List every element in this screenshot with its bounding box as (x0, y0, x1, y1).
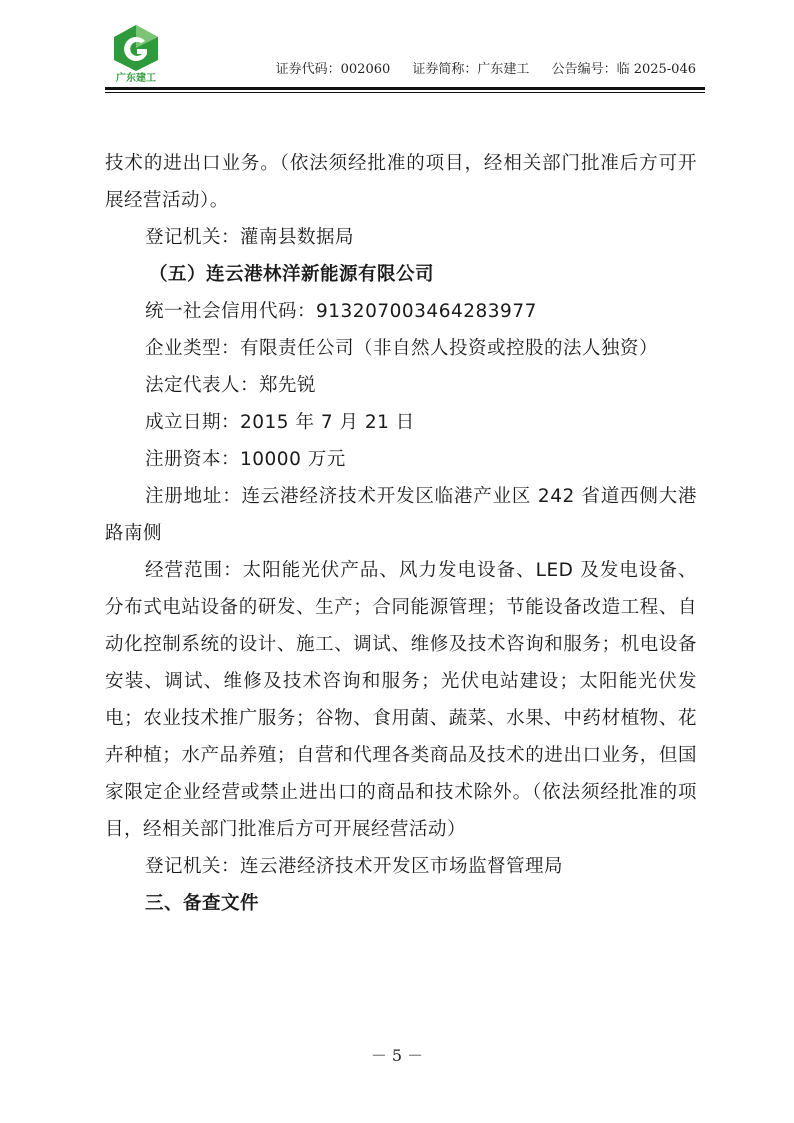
paragraph: 登记机关：灌南县数据局 (145, 227, 355, 248)
stock-code: 证券代码：002060 (275, 62, 391, 77)
header-rule-thin (105, 92, 705, 93)
stock-name: 证券简称：广东建工 (412, 62, 530, 77)
paragraph: 注册地址：连云港经济技术开发区临港产业区 242 省道西侧大港路南侧 (105, 486, 697, 544)
announcement-number: 公告编号：临 2025-046 (551, 62, 696, 77)
paragraph: 成立日期：2015 年 7 月 21 日 (145, 412, 415, 433)
page-number: － 5 － (370, 1046, 424, 1065)
paragraph: 企业类型：有限责任公司（非自然人投资或控股的法人独资） (145, 338, 659, 359)
header-rule-thick (105, 87, 705, 90)
paragraph: 统一社会信用代码：913207003464283977 (145, 301, 537, 322)
paragraph: 注册资本：10000 万元 (145, 449, 346, 470)
header-info (258, 58, 696, 77)
logo-g-icon (110, 24, 162, 72)
company-logo (110, 24, 162, 86)
paragraph: 技术的进出口业务。（依法须经批准的项目，经相关部门批准后方可开展经营活动）。 (105, 153, 697, 211)
section-heading: （五）连云港林洋新能源有限公司 (149, 264, 435, 285)
document-body (105, 145, 697, 922)
logo-text: 广东建工 (116, 73, 156, 84)
paragraph: 经营范围：太阳能光伏产品、风力发电设备、LED 及发电设备、分布式电站设备的研发、生产；合同能源管理；节能设备改造工程、自动化控制系统的设计、施工、调试、维修及技术咨询和服务；机电设备安装、调试、维修及技术咨询和服务；光伏电站建设；太阳能光伏发电；农业技术推广服务；谷物、食用菌、蔬菜、水果、中药材植物、花卉种植；水产品养殖；自营和代理各类商品及技术的进出口业务，但国家限定企业经营或禁止进出口的商品和技术除外。（依法须经批准的项目，经相关部门批准后方可开展经营活动） (105, 560, 697, 840)
section-heading: 三、备查文件 (145, 893, 260, 914)
paragraph: 法定代表人：郑先锐 (145, 375, 317, 396)
paragraph: 登记机关：连云港经济技术开发区市场监督管理局 (145, 856, 564, 877)
